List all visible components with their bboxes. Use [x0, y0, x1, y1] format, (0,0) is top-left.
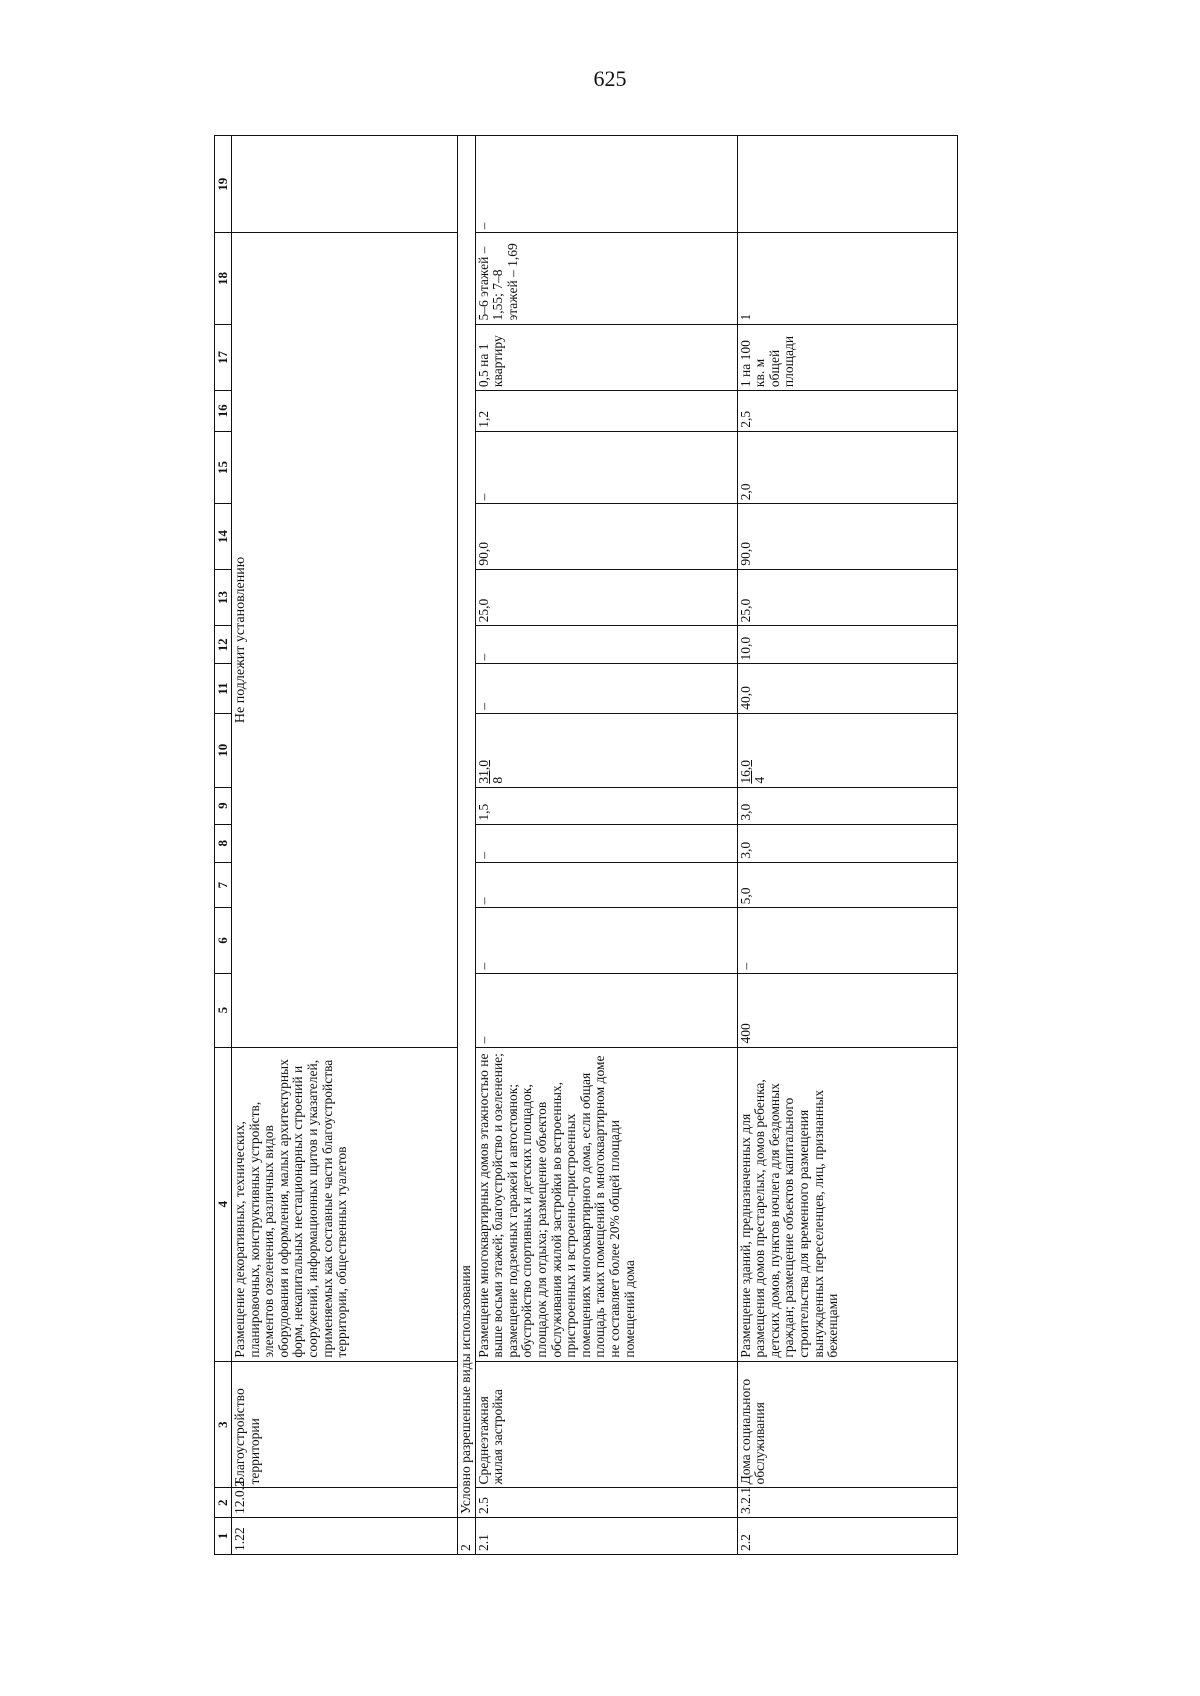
- table-cell: –: [475, 973, 737, 1047]
- table-cell: 40,0: [737, 664, 957, 713]
- table-cell: [737, 136, 957, 233]
- fraction-cell: [737, 713, 957, 787]
- fraction-numerator: 16,0: [737, 760, 753, 784]
- section-number: 2: [458, 1518, 476, 1555]
- table-cell: 3,0: [737, 787, 957, 824]
- use-description: Размещение декоративных, технических, планировочных, конструктивных устройств, элементов озеленения, различных видов оборудования и оформления, малых архитектурных форм, некапитальных нестационарных строений и сооружений, информационных щитов и указателей, применяемых как составные части благоустройства территории, общественных туалетов: [232, 1047, 458, 1361]
- table-cell: –: [475, 431, 737, 504]
- table-cell: 90,0: [737, 504, 957, 569]
- use-description: Размещение многоквартирных домов этажностью не выше восьми этажей; благоустройство и озеленение; размещение подземных гаражей и автостоянок; обустройство спортивных и детских площадок, площадок для отдыха; размещение объектов обслуживания жилой застройки во встроенных, пристроенных и встроенно-пристроенных помещениях многоквартирного дома, если общая площадь таких помещений в многоквартирном доме не составляет более 20% общей площади помещений дома: [475, 1047, 737, 1361]
- table-cell: 25,0: [475, 569, 737, 626]
- header-cell: 6: [215, 908, 232, 973]
- header-row: [215, 136, 232, 1555]
- use-name: Среднеэтажная жилая застройка: [475, 1361, 737, 1488]
- row-number: 2.1: [475, 1518, 737, 1555]
- table-cell: [232, 136, 458, 233]
- fraction-denominator: 4: [752, 776, 768, 784]
- not-subject-note: Не подлежит установлению: [232, 233, 458, 1047]
- rotated-table-container: [214, 135, 954, 1555]
- table-cell: 25,0: [737, 569, 957, 626]
- header-cell: 4: [215, 1047, 232, 1361]
- header-cell: 12: [215, 626, 232, 664]
- table-cell: 3,0: [737, 824, 957, 862]
- table-cell: 1 на 100 кв. м общей площади: [737, 324, 957, 391]
- header-cell: 15: [215, 431, 232, 504]
- header-cell: 9: [215, 787, 232, 824]
- header-cell: 17: [215, 324, 232, 391]
- header-cell: 16: [215, 391, 232, 432]
- use-code: 12.0.2: [232, 1488, 458, 1518]
- table-cell: 10,0: [737, 626, 957, 664]
- section-row: [458, 136, 476, 1555]
- table-cell: 1: [737, 233, 957, 324]
- header-cell: 14: [215, 504, 232, 569]
- table-cell: 90,0: [475, 504, 737, 569]
- header-cell: 2: [215, 1488, 232, 1518]
- table-cell: 2,5: [737, 391, 957, 432]
- fraction-denominator: 8: [490, 776, 506, 784]
- use-code: 2.5: [475, 1488, 737, 1518]
- table-cell: 1,5: [475, 787, 737, 824]
- table-cell: 1,2: [475, 391, 737, 432]
- use-code: 3.2.1: [737, 1488, 957, 1518]
- table-row: [232, 136, 458, 1555]
- fraction-cell: [475, 713, 737, 787]
- header-cell: 18: [215, 233, 232, 324]
- header-cell: 7: [215, 862, 232, 908]
- page-number: 625: [593, 66, 627, 91]
- header-cell: 10: [215, 713, 232, 787]
- use-description: Размещение зданий, предназначенных для размещения домов престарелых, домов ребенка, детских домов, пунктов ночлега для бездомных граждан; размещение объектов капитального строительства для временного размещения вынужденных переселенцев, лиц, признанных беженцами: [737, 1047, 957, 1361]
- table-cell: –: [475, 824, 737, 862]
- table-cell: –: [475, 664, 737, 713]
- table-row: [737, 136, 957, 1555]
- table-cell: –: [475, 136, 737, 233]
- header-cell: 13: [215, 569, 232, 626]
- header-cell: 5: [215, 973, 232, 1047]
- header-cell: 1: [215, 1518, 232, 1555]
- use-name: Благоустройство территории: [232, 1361, 458, 1488]
- table-cell: 400: [737, 973, 957, 1047]
- table-cell: 0,5 на 1 квартиру: [475, 324, 737, 391]
- section-title: Условно разрешенные виды использования: [458, 136, 476, 1518]
- table-cell: 2,0: [737, 431, 957, 504]
- header-cell: 19: [215, 136, 232, 233]
- table-cell: –: [475, 908, 737, 973]
- use-name: Дома социального обслуживания: [737, 1361, 957, 1488]
- header-cell: 3: [215, 1361, 232, 1488]
- table-cell: 5–6 этажей – 1,55; 7–8 этажей – 1,69: [475, 233, 737, 324]
- row-number: 1.22: [232, 1518, 458, 1555]
- table-cell: 5,0: [737, 862, 957, 908]
- table-cell: –: [737, 908, 957, 973]
- fraction-numerator: 31,0: [475, 760, 491, 784]
- table-row: [475, 136, 737, 1555]
- row-number: 2.2: [737, 1518, 957, 1555]
- header-cell: 11: [215, 664, 232, 713]
- table-cell: –: [475, 862, 737, 908]
- table-cell: –: [475, 626, 737, 664]
- header-cell: 8: [215, 824, 232, 862]
- zoning-table: [214, 135, 958, 1555]
